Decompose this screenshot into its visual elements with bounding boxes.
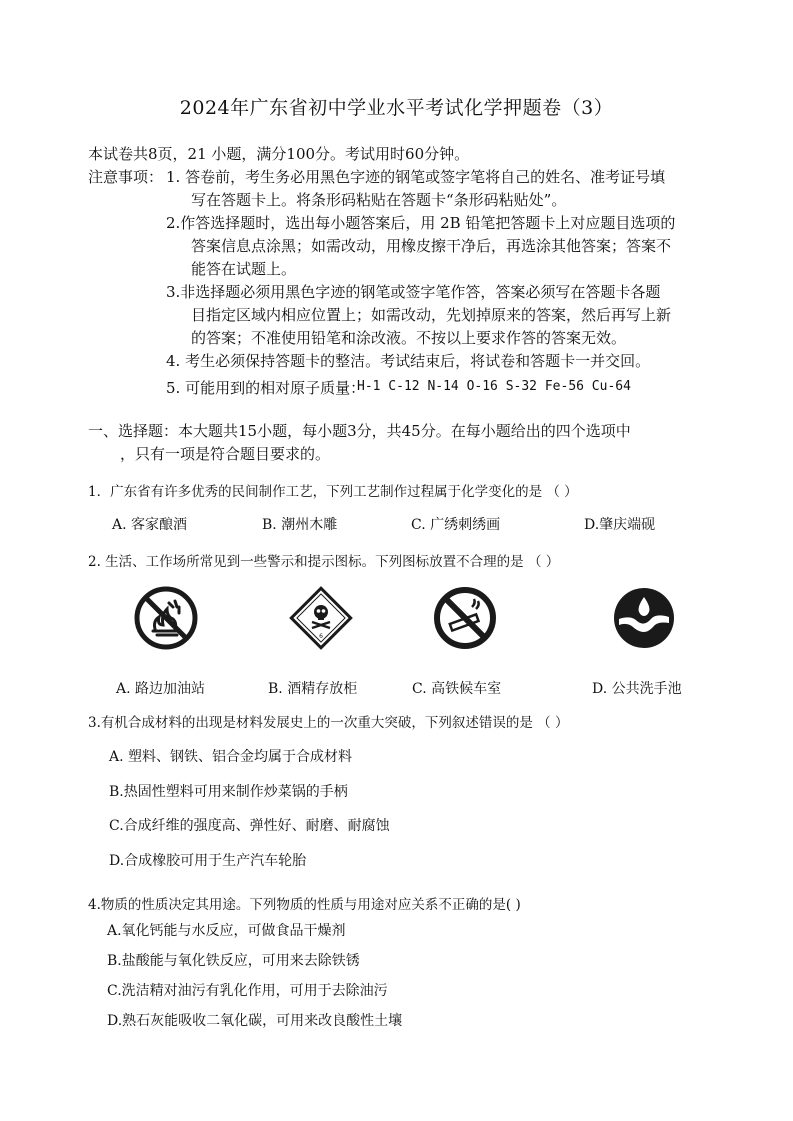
section-heading: 一、选择题：本大题共15小题，每小题3分，共45分。在每小题给出的四个选项中 [88, 422, 631, 440]
notice-line-3: 2.作答选择题时，选出每小题答案后，用 2B 铅笔把答题卡上对应题目选项的 [166, 214, 676, 232]
question-1-option-b: B. 潮州木雕 [262, 517, 338, 533]
notice-line-4: 答案信息点涂黑；如需改动，用橡皮擦干净后，再选涂其他答案；答案不 [191, 237, 672, 255]
exam-intro: 本试卷共8页，21 小题，满分100分。考试用时60分钟。 [88, 145, 470, 163]
question-4-stem: 4.物质的性质决定其用途。下列物质的性质与用途对应关系不正确的是( ) [88, 897, 521, 913]
page-title: 2024年广东省初中学业水平考试化学押题卷（3） [179, 97, 614, 119]
question-1-stem: 1．广东省有许多优秀的民间制作工艺，下列工艺制作过程属于化学变化的是 （ ） [88, 484, 578, 500]
question-3-option-b: B.热固性塑料可用来制作炒菜锅的手柄 [109, 784, 348, 800]
question-2-option-c: C. 高铁候车室 [412, 681, 502, 697]
notice-line-5: 能答在试题上。 [191, 260, 297, 278]
no-smoking-icon [432, 585, 498, 651]
question-3-stem: 3.有机合成材料的出现是材料发展史上的一次重大突破，下列叙述错误的是 （ ） [88, 715, 569, 731]
question-4-option-d: D.熟石灰能吸收二氧化碳，可用来改良酸性土壤 [107, 1013, 403, 1029]
notice-line-10: 5. 可能用到的相对原子质量： [166, 379, 366, 397]
question-2-option-a: A. 路边加油站 [116, 681, 206, 697]
question-4-option-a: A.氧化钙能与水反应，可做食品干燥剂 [107, 923, 346, 939]
question-4-option-b: B.盐酸能与氧化铁反应，可用来去除铁锈 [107, 953, 360, 969]
notice-line-9: 4. 考生必须保持答题卡的整洁。考试结束后，将试卷和答题卡一并交回。 [166, 352, 651, 370]
question-3-option-d: D.合成橡胶可用于生产汽车轮胎 [109, 853, 307, 869]
notice-line-2: 写在答题卡上。将条形码粘贴在答题卡“条形码粘贴处”。 [191, 191, 567, 209]
question-2-stem: 2. 生活、工作场所常见到一些警示和提示图标。下列图标放置不合理的是 （ ） [88, 554, 560, 570]
no-fire-icon [133, 585, 199, 651]
question-3-option-a: A. 塑料、钢铁、铝合金均属于合成材料 [109, 749, 353, 765]
question-1-option-a: A. 客家酿酒 [112, 517, 188, 533]
section-heading-cont: ，只有一项是符合题目要求的。 [120, 445, 331, 463]
svg-text:6: 6 [319, 633, 323, 640]
toxic-skull-icon [288, 585, 354, 651]
notice-line-8: 的答案；不准使用铅笔和涂改液。不按以上要求作答的答案无效。 [191, 329, 627, 347]
notice-line-1: 1. 答卷前，考生务必用黑色字迹的钢笔或签字笔将自己的姓名、准考证号填 [166, 168, 666, 186]
question-2-option-b: B. 酒精存放柜 [268, 681, 358, 697]
notice-line-7: 目指定区域内相应位置上；如需改动，先划掉原来的答案，然后再写上新 [191, 306, 672, 324]
question-2-option-d: D. 公共洗手池 [592, 681, 682, 697]
water-saving-icon [611, 585, 677, 651]
question-3-option-c: C.合成纤维的强度高、弹性好、耐磨、耐腐蚀 [109, 818, 390, 834]
atomic-masses: H-1 C-12 N-14 O-16 S-32 Fe-56 Cu-64 [357, 379, 631, 394]
question-1-option-c: C. 广绣刺绣画 [411, 517, 501, 533]
question-1-option-d: D.肇庆端砚 [584, 517, 656, 533]
question-4-option-c: C.洗洁精对油污有乳化作用，可用于去除油污 [107, 983, 388, 999]
notice-line-6: 3.非选择题必须用黑色字迹的钢笔或签字笔作答，答案必须写在答题卡各题 [166, 283, 661, 301]
notice-label: 注意事项： [88, 168, 164, 186]
